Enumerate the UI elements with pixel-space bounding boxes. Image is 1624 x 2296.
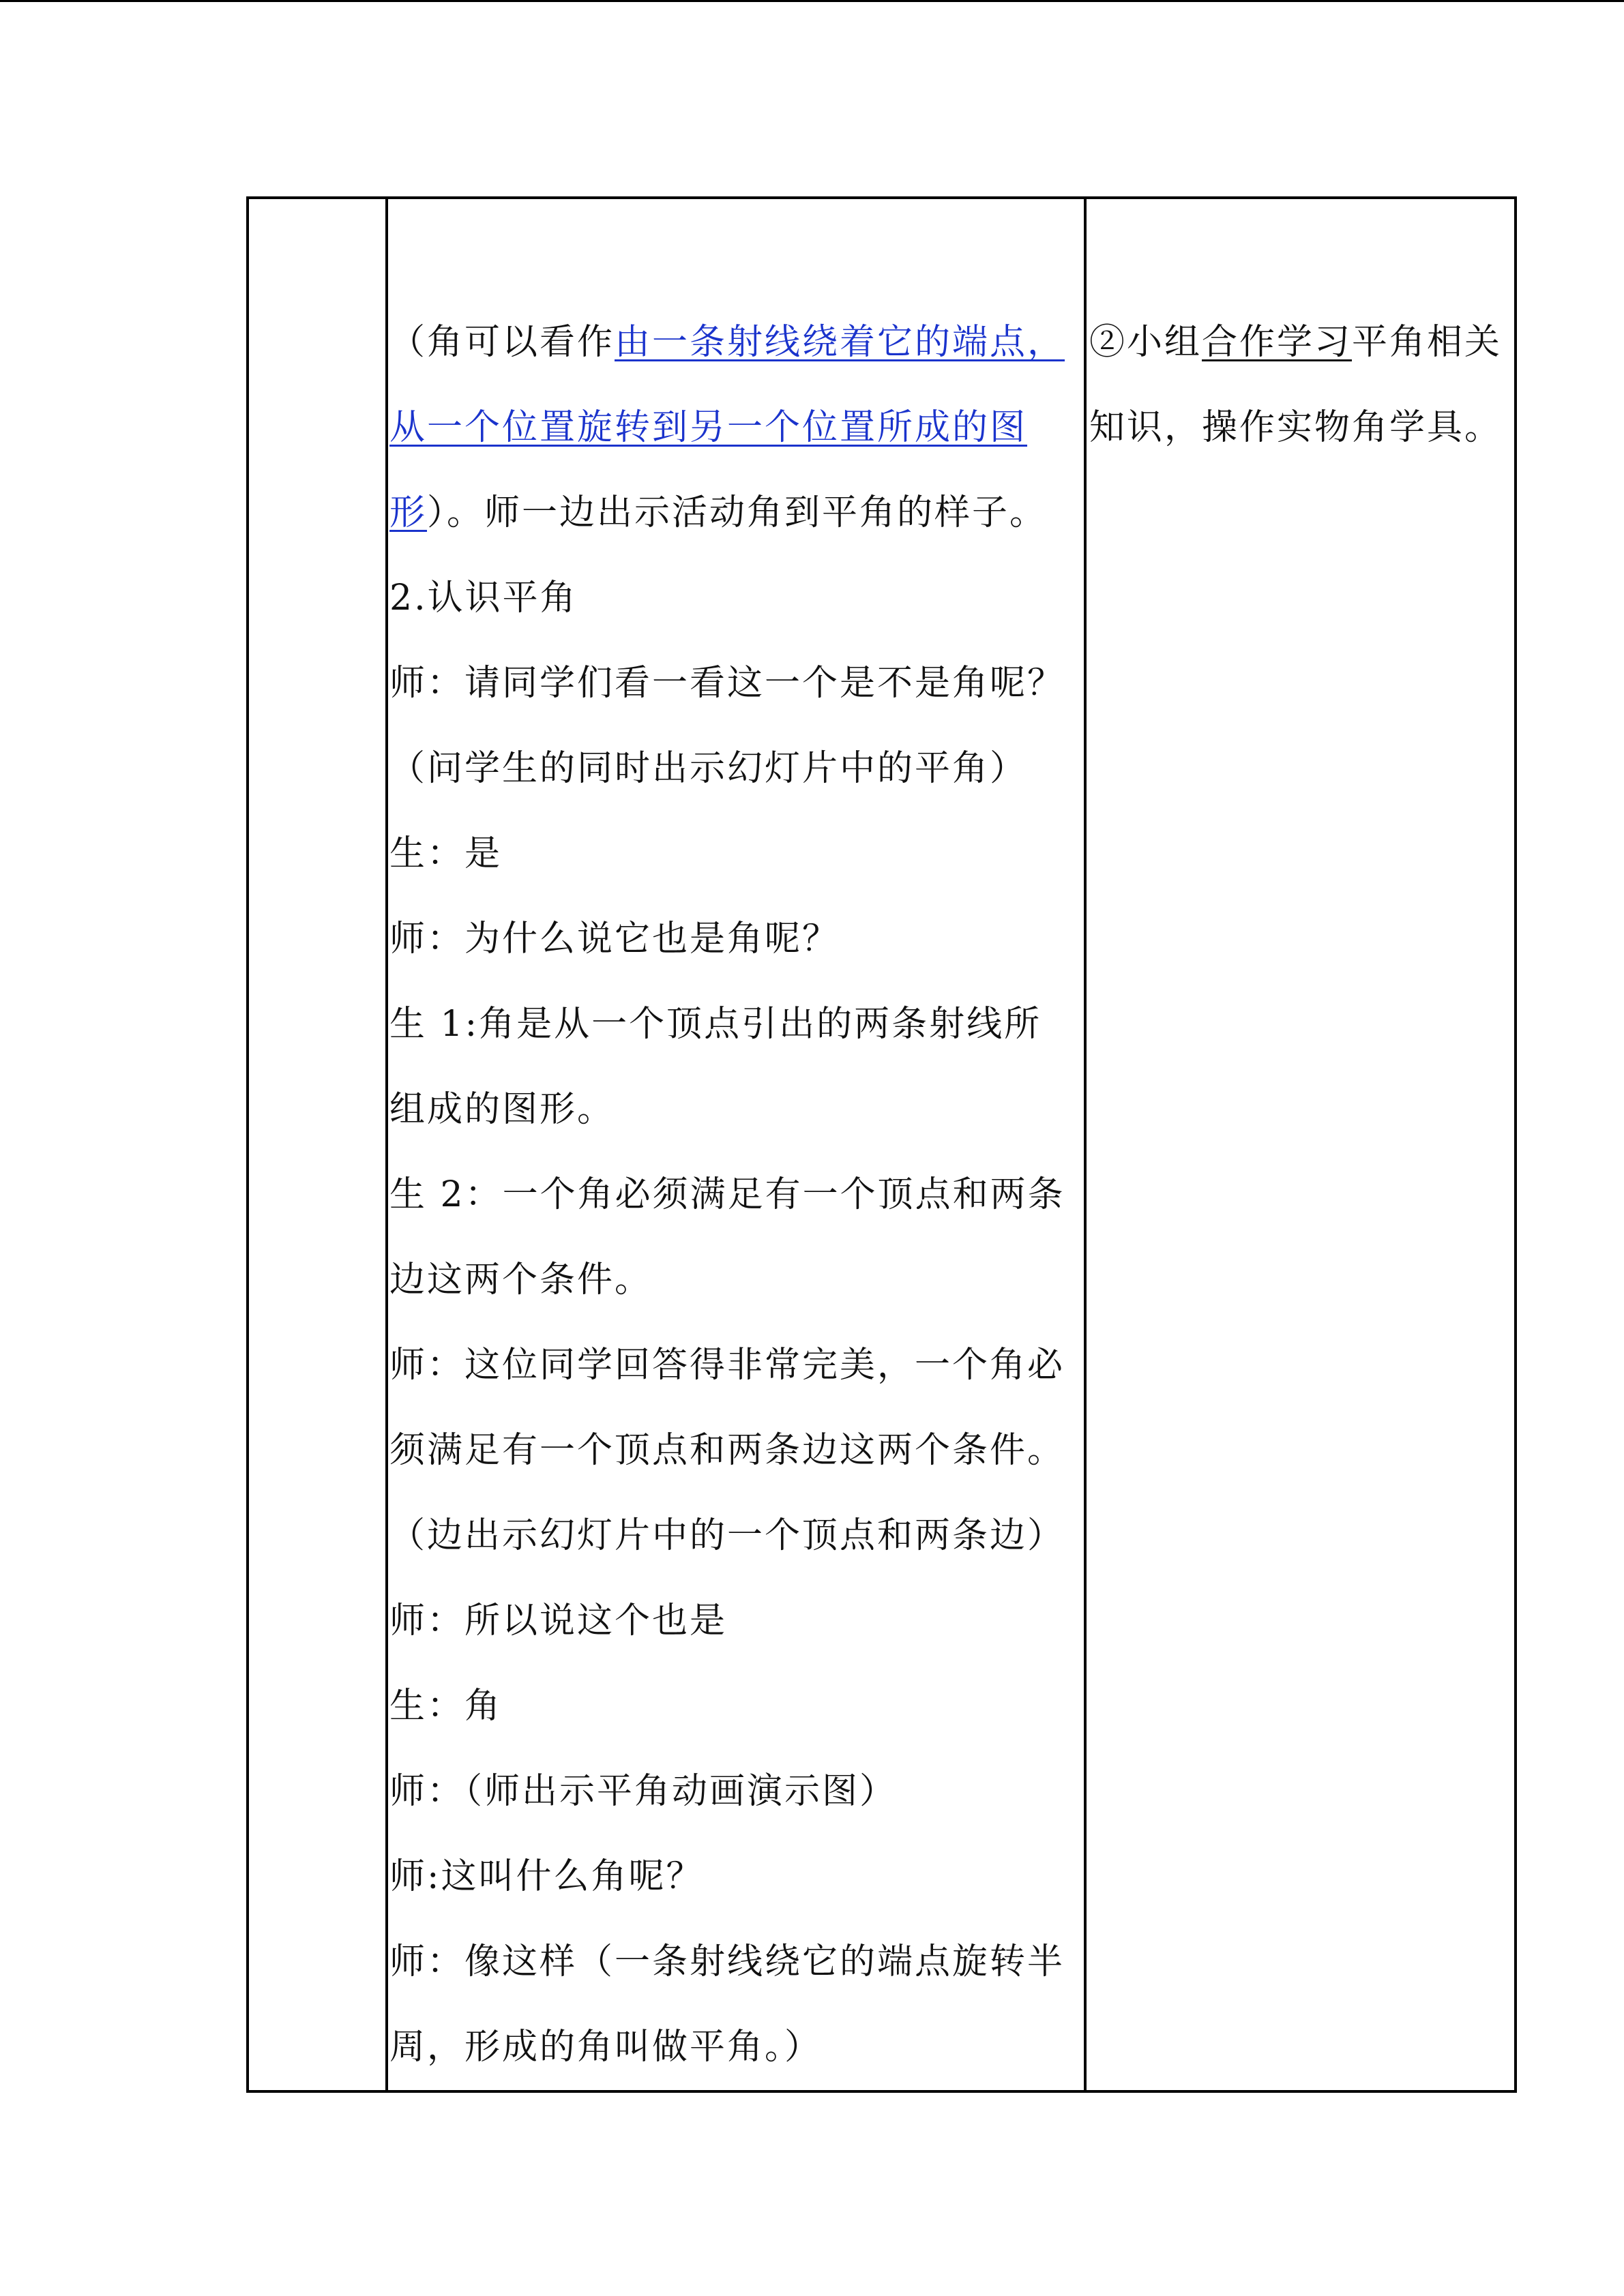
text-line: 周，形成的角叫做平角。） <box>389 2027 823 2068</box>
text-segment: 平角相关 <box>1352 322 1503 363</box>
text-line <box>389 385 1081 471</box>
text-line: （边出示幻灯片中的一个顶点和两条边） <box>389 1515 1065 1556</box>
text-line: 师：请同学们看一看这一个是不是角呢？ <box>389 663 1065 704</box>
text-line: 师：像这样（一条射线绕它的端点旋转半 <box>389 1941 1065 1982</box>
teaching-process-cell <box>387 198 1085 2091</box>
text-line: 组成的图形。 <box>389 1089 615 1130</box>
text-line <box>389 300 1081 385</box>
text-line: 师：为什么说它也是角呢？ <box>389 919 840 959</box>
lesson-plan-table <box>246 196 1517 2093</box>
text-line: 师：这位同学回答得非常完美，一个角必 <box>389 1345 1065 1386</box>
hyperlink-text[interactable]: 从一个位置旋转到另一个位置所成的图 <box>389 407 1028 448</box>
text-line: 师：所以说这个也是 <box>389 1600 728 1641</box>
table-row <box>248 198 1516 2091</box>
text-line: 生：是 <box>389 833 503 874</box>
student-activity-text <box>1087 199 1514 471</box>
text-line <box>1089 300 1513 385</box>
stage-column-cell <box>248 198 387 2091</box>
text-segment: （角可以看作 <box>389 322 615 363</box>
text-line: 生：角 <box>389 1686 503 1727</box>
text-segment: ）。师一边出示活动角到平角的样子。 <box>427 492 1048 533</box>
text-line: 师:这叫什么角呢？ <box>389 1856 704 1897</box>
student-activity-cell <box>1085 198 1516 2091</box>
hyperlink-text[interactable]: 形 <box>389 492 428 533</box>
text-line: （问学生的同时出示幻灯片中的平角） <box>389 748 1028 789</box>
text-line: 2.认识平角 <box>389 578 578 618</box>
text-line: 生 2：一个角必须满足有一个顶点和两条 <box>389 1174 1065 1215</box>
text-line: 师：（师出示平角动画演示图） <box>389 1771 898 1812</box>
text-line: 生 1:角是从一个顶点引出的两条射线所 <box>389 1004 1042 1045</box>
text-line: 边这两个条件。 <box>389 1259 653 1300</box>
text-line: 须满足有一个顶点和两条边这两个条件。 <box>389 1430 1065 1471</box>
hyperlink-text[interactable]: 由一条射线绕着它的端点， <box>615 322 1065 363</box>
page-top-border <box>0 0 1624 2</box>
underlined-text: 合作学习 <box>1202 322 1353 363</box>
text-segment: ②小组 <box>1089 322 1202 363</box>
text-line <box>389 471 1081 556</box>
teaching-process-text <box>388 199 1084 2090</box>
text-line: 知识，操作实物角学具。 <box>1089 407 1503 448</box>
